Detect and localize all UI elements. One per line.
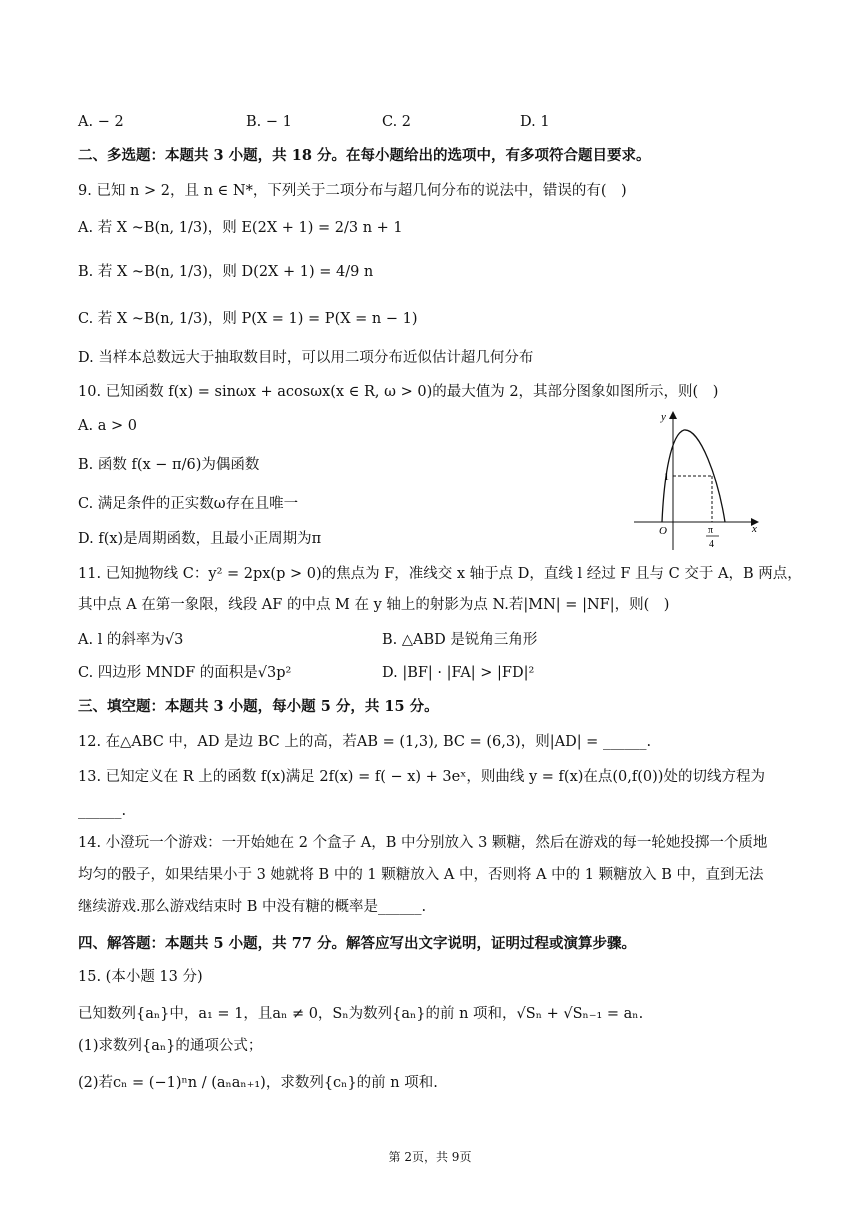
- page-footer: 第 2页，共 9页: [388, 1150, 472, 1164]
- q10-option-a: A. a > 0: [78, 418, 137, 434]
- q9-option-a: A. 若 X ~B(n, 1/3)，则 E(2X + 1) = 2/3 n + 1: [78, 220, 403, 236]
- q9-stem: 9. 已知 n > 2，且 n ∈ N*，下列关于二项分布与超几何分布的说法中，错误的有( ): [78, 183, 627, 199]
- q13-line1: 13. 已知定义在 R 上的函数 f(x)满足 2f(x) = f( − x) + 3eˣ，则曲线 y = f(x)在点(0,f(0))处的切线方程为: [78, 769, 765, 785]
- q11-option-a: A. l 的斜率为√3: [78, 632, 184, 648]
- prev-option-d: D. 1: [520, 114, 550, 130]
- section-heading-fill-blank: 三、填空题：本题共 3 小题，每小题 5 分，共 15 分。: [78, 698, 439, 715]
- prev-option-a: A. − 2: [78, 114, 124, 130]
- section-heading-solve: 四、解答题：本题共 5 小题，共 77 分。解答应写出文字说明，证明过程或演算步骤。: [78, 935, 636, 952]
- q11-option-c: C. 四边形 MNDF 的面积是√3p²: [78, 665, 292, 681]
- q10-option-b: B. 函数 f(x − π/6)为偶函数: [78, 457, 260, 473]
- q9-option-c: C. 若 X ~B(n, 1/3)，则 P(X = 1) = P(X = n − 1): [78, 311, 418, 327]
- q15-part2: (2)若cₙ = (−1)ⁿn / (aₙaₙ₊₁)，求数列{cₙ}的前 n 项和.: [78, 1075, 438, 1091]
- q10-stem: 10. 已知函数 f(x) = sinωx + acosωx(x ∈ R, ω > 0)的最大值为 2，其部分图象如图所示，则( ): [78, 384, 719, 400]
- graph-one-label: 1: [664, 472, 669, 483]
- section-heading-multi-choice: 二、多选题：本题共 3 小题，共 18 分。在每小题给出的选项中，有多项符合题目要求。: [78, 147, 651, 164]
- prev-option-c: C. 2: [382, 114, 412, 130]
- prev-options: [78, 112, 778, 132]
- q11-stem-line1: 11. 已知抛物线 C：y² = 2px(p > 0)的焦点为 F，准线交 x 轴于点 D，直线 l 经过 F 且与 C 交于 A，B 两点，: [78, 566, 802, 582]
- q10-function-graph: [628, 406, 764, 554]
- q12-text: 12. 在△ABC 中，AD 是边 BC 上的高，若AB = (1,3), BC = (6,3)，则|AD| = ______.: [78, 734, 652, 750]
- q14-line1: 14. 小澄玩一个游戏：一开始她在 2 个盒子 A，B 中分别放入 3 颗糖，然后在游戏的每一轮她投掷一个质地: [78, 835, 768, 851]
- graph-y-label: y: [661, 411, 666, 423]
- q13-line2: ______.: [78, 803, 127, 819]
- q14-line3: 继续游戏.那么游戏结束时 B 中没有糖的概率是______.: [78, 899, 427, 915]
- q15-heading: 15. (本小题 13 分): [78, 969, 203, 985]
- q14-line2: 均匀的骰子，如果结果小于 3 她就将 B 中的 1 颗糖放入 A 中，否则将 A 中的 1 颗糖放入 B 中，直到无法: [78, 867, 764, 883]
- q15-stem: 已知数列{aₙ}中，a₁ = 1，且aₙ ≠ 0，Sₙ为数列{aₙ}的前 n 项和，√Sₙ + √Sₙ₋₁ = aₙ.: [78, 1006, 644, 1022]
- q11-option-b: B. △ABD 是锐角三角形: [382, 632, 538, 648]
- q9-option-b: B. 若 X ~B(n, 1/3)，则 D(2X + 1) = 4/9 n: [78, 264, 374, 280]
- graph-origin-label: O: [659, 525, 667, 537]
- graph-four-label: 4: [709, 539, 714, 550]
- q15-part1: (1)求数列{aₙ}的通项公式；: [78, 1038, 263, 1054]
- q10-option-c: C. 满足条件的正实数ω存在且唯一: [78, 496, 299, 512]
- graph-pi-label: π: [708, 525, 714, 536]
- graph-x-label: x: [752, 523, 757, 535]
- q11-option-d: D. |BF| · |FA| > |FD|²: [382, 665, 535, 681]
- q10-option-d: D. f(x)是周期函数，且最小正周期为π: [78, 531, 322, 547]
- q11-stem-line2: 其中点 A 在第一象限，线段 AF 的中点 M 在 y 轴上的射影为点 N.若|MN| = |NF|，则( ): [78, 597, 670, 613]
- q9-option-d: D. 当样本总数远大于抽取数目时，可以用二项分布近似估计超几何分布: [78, 350, 534, 366]
- prev-option-b: B. − 1: [246, 114, 292, 130]
